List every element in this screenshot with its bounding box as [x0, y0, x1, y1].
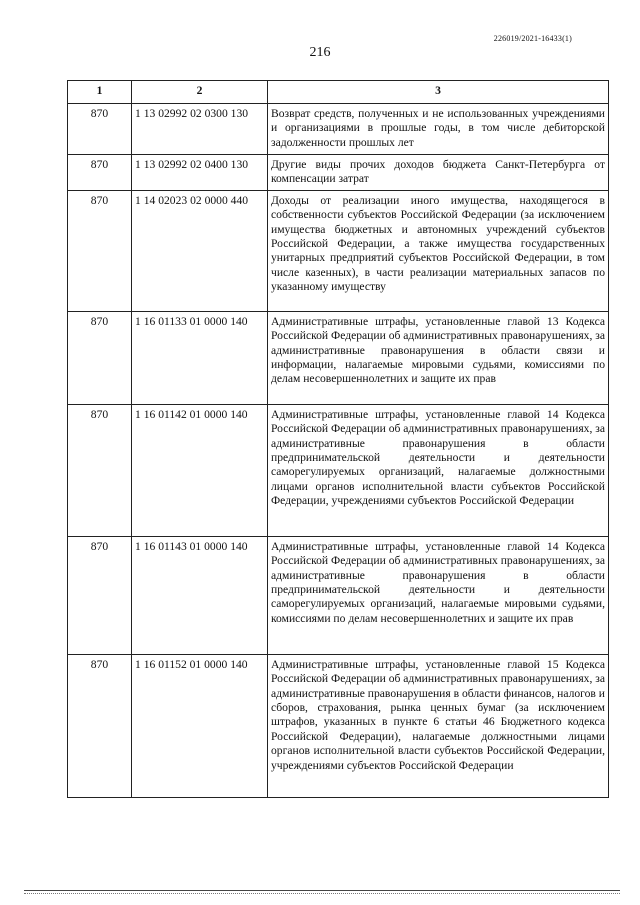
kbk-code-cell: 1 16 01142 01 0000 140 — [132, 404, 268, 536]
kbk-code-cell: 1 16 01152 01 0000 140 — [132, 654, 268, 797]
kbk-code-cell: 1 13 02992 02 0400 130 — [132, 155, 268, 191]
revenue-codes-table — [67, 80, 609, 798]
kbk-code-cell: 1 13 02992 02 0300 130 — [132, 104, 268, 155]
column-header-3: 3 — [268, 81, 609, 104]
admin-code-cell: 870 — [68, 155, 132, 191]
table-row — [68, 654, 609, 797]
page-number: 216 — [309, 45, 331, 60]
admin-code-cell: 870 — [68, 311, 132, 404]
kbk-code-cell: 1 16 01133 01 0000 140 — [132, 311, 268, 404]
admin-code-cell: 870 — [68, 654, 132, 797]
admin-code-cell: 870 — [68, 404, 132, 536]
table-row — [68, 190, 609, 311]
admin-code-cell: 870 — [68, 190, 132, 311]
admin-code-cell: 870 — [68, 104, 132, 155]
table-row — [68, 536, 609, 654]
table-row — [68, 404, 609, 536]
kbk-code-cell: 1 14 02023 02 0000 440 — [132, 190, 268, 311]
kbk-code-cell: 1 16 01143 01 0000 140 — [132, 536, 268, 654]
footer-divider-dotted — [24, 893, 620, 894]
description-cell: Другие виды прочих доходов бюджета Санкт-Петербурга от компенсации затрат — [268, 155, 609, 191]
description-cell: Возврат средств, полученных и не использованных учреждениями и организациями в прошлые годы, в том числе дебиторской задолженности прошлых лет — [268, 104, 609, 155]
description-cell: Административные штрафы, установленные главой 14 Кодекса Российской Федерации об административных правонарушениях, за административные правонарушения в области предпринимательской деятельности и деятельности саморегулируемых организаций, налагаемые должностными лицами органов исполнительной власти субъектов Российской Федерации, учреждениями субъектов Российской Федерации — [268, 404, 609, 536]
description-cell: Административные штрафы, установленные главой 14 Кодекса Российской Федерации об административных правонарушениях, за административные правонарушения в области предпринимательской деятельности и деятельности саморегулируемых организаций, налагаемые мировыми судьями, комиссиями по делам несовершеннолетних и защите их прав — [268, 536, 609, 654]
document-id: 226019/2021-16433(1) — [493, 34, 572, 43]
description-cell: Административные штрафы, установленные главой 13 Кодекса Российской Федерации об административных правонарушениях, за административные правонарушения в области связи и информации, налагаемые мировыми судьями, комиссиями по делам несовершеннолетних и защите их прав — [268, 311, 609, 404]
description-cell: Доходы от реализации иного имущества, находящегося в собственности субъектов Российской Федерации (за исключением имущества бюджетных и автономных учреждений субъектов Российской Федерации, а также имущества государственных унитарных предприятий субъектов Российской Федерации, в том числе казенных), в части реализации материальных запасов по указанному имуществу — [268, 190, 609, 311]
column-header-2: 2 — [132, 81, 268, 104]
column-header-1: 1 — [68, 81, 132, 104]
table-row — [68, 104, 609, 155]
table-row — [68, 155, 609, 191]
admin-code-cell: 870 — [68, 536, 132, 654]
description-cell: Административные штрафы, установленные главой 15 Кодекса Российской Федерации об административных правонарушениях, за административные правонарушения в области финансов, налогов и сборов, страхования, рынка ценных бумаг (за исключением штрафов, указанных в пункте 6 статьи 46 Бюджетного кодекса Российской Федерации), налагаемые должностными лицами органов исполнительной власти субъектов Российской Федерации, учреждениями субъектов Российской Федерации — [268, 654, 609, 797]
footer-divider — [24, 890, 620, 891]
table-row — [68, 311, 609, 404]
table-header-row — [68, 81, 609, 104]
